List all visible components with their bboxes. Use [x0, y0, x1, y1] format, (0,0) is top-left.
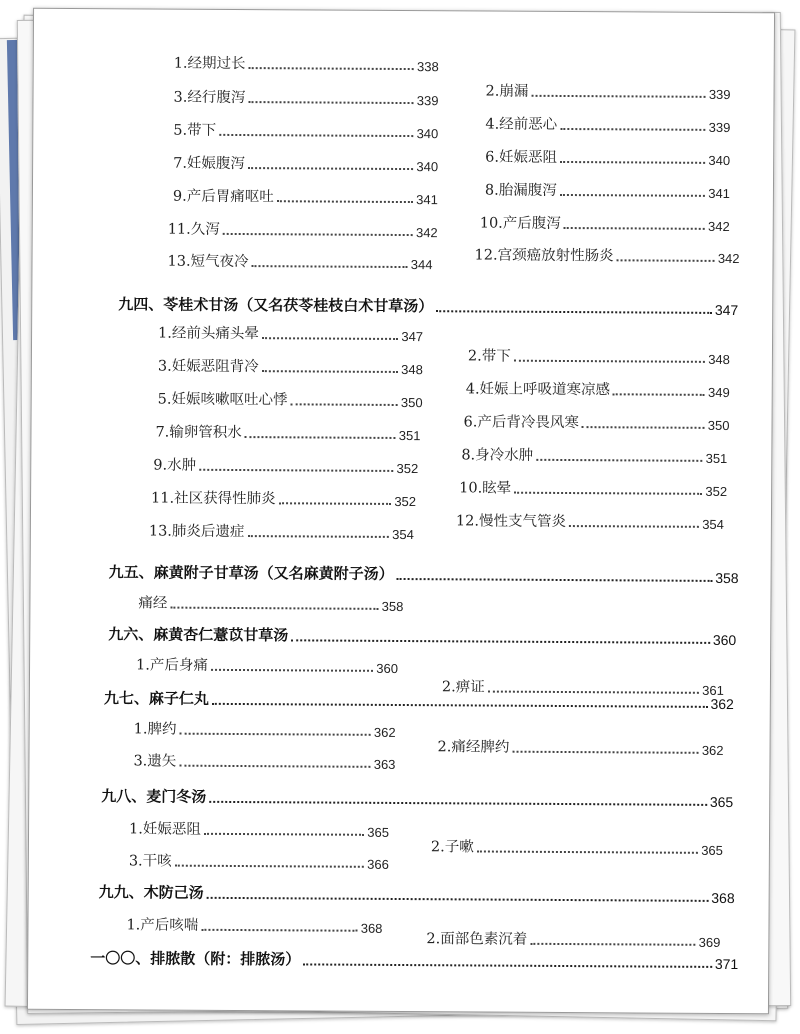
toc-entry[interactable]: 2.痹证 361	[441, 679, 724, 698]
toc-entry[interactable]: 9.水肿 352	[153, 457, 419, 477]
toc-entry[interactable]: 1.产后咳喘 368	[126, 917, 383, 936]
toc-entry[interactable]: 3.妊娠恶阻背冷 348	[157, 358, 423, 378]
toc-entry[interactable]: 9.产后胃痛呕吐 341	[172, 188, 438, 208]
toc-entry[interactable]: 6.产后背冷畏风寒 350	[463, 414, 730, 434]
toc-entry[interactable]: 1.经期过长 338	[173, 55, 439, 75]
toc-entry[interactable]: 4.妊娠上呼吸道寒凉感 349	[465, 381, 730, 401]
section-heading[interactable]: 九四、苓桂术甘汤（又名茯苓桂枝白术甘草汤） 347	[118, 295, 739, 319]
toc-entry[interactable]: 6.妊娠恶阻 340	[485, 149, 731, 169]
toc-entry[interactable]: 7.输卵管积水 351	[155, 424, 421, 444]
toc-entry[interactable]: 1.妊娠恶阻 365	[129, 821, 390, 840]
section-heading[interactable]: 九八、麦门冬汤 365	[101, 787, 734, 811]
toc-entry[interactable]: 1.产后身痛 360	[136, 657, 399, 676]
toc-entry[interactable]: 2.崩漏 339	[485, 83, 731, 103]
section-heading[interactable]: 一〇〇、排脓散（附：排脓汤） 371	[90, 949, 739, 973]
toc-entry[interactable]: 10.产后腹泻 342	[479, 215, 730, 235]
toc-entry[interactable]: 2.面部色素沉着 369	[426, 931, 721, 950]
toc-entry[interactable]: 5.妊娠咳嗽呕吐心悸 350	[157, 391, 423, 411]
toc-entry[interactable]: 3.干咳 366	[128, 853, 389, 872]
toc-entry[interactable]: 7.妊娠腹泻 340	[173, 155, 439, 175]
section-heading[interactable]: 九七、麻子仁丸 362	[103, 689, 734, 713]
toc-entry[interactable]: 2.带下 348	[467, 348, 730, 368]
toc-entry[interactable]: 5.带下 340	[173, 122, 439, 142]
toc-entry[interactable]: 4.经前恶心 339	[485, 116, 731, 136]
toc-entry[interactable]: 3.经行腹泻 339	[173, 89, 439, 109]
toc-entry[interactable]: 2.痛经脾约 362	[437, 739, 724, 758]
toc-entry[interactable]: 10.眩晕 352	[459, 480, 728, 499]
section-heading[interactable]: 九六、麻黄杏仁薏苡甘草汤 360	[108, 625, 737, 649]
toc-entry[interactable]: 12.慢性支气管炎 354	[455, 513, 724, 532]
toc-entry[interactable]: 1.脾约 362	[133, 721, 396, 740]
toc-entry[interactable]: 13.短气夜冷 344	[167, 253, 433, 273]
toc-entry[interactable]: 8.胎漏腹泻 341	[484, 182, 730, 202]
toc-entry[interactable]: 11.社区获得性肺炎 352	[151, 490, 417, 510]
toc-entry[interactable]: 3.遗矢 363	[133, 753, 396, 772]
toc-entry[interactable]: 11.久泻 342	[167, 221, 438, 241]
toc-entry[interactable]: 12.宫颈癌放射性肠炎 342	[474, 247, 740, 267]
toc-entry[interactable]: 13.肺炎后遗症 354	[148, 523, 414, 543]
toc-entry[interactable]: 痛经 358	[138, 595, 404, 615]
toc-entry[interactable]: 2.子嗽 365	[430, 839, 723, 858]
toc-entry[interactable]: 1.经前头痛头晕 347	[158, 325, 424, 345]
section-heading[interactable]: 九九、木防己汤 368	[98, 883, 735, 907]
section-heading[interactable]: 九五、麻黄附子甘草汤（又名麻黄附子汤） 358	[108, 563, 739, 587]
toc-entry[interactable]: 8.身冷水肿 351	[461, 447, 728, 466]
toc-page	[27, 8, 775, 1015]
